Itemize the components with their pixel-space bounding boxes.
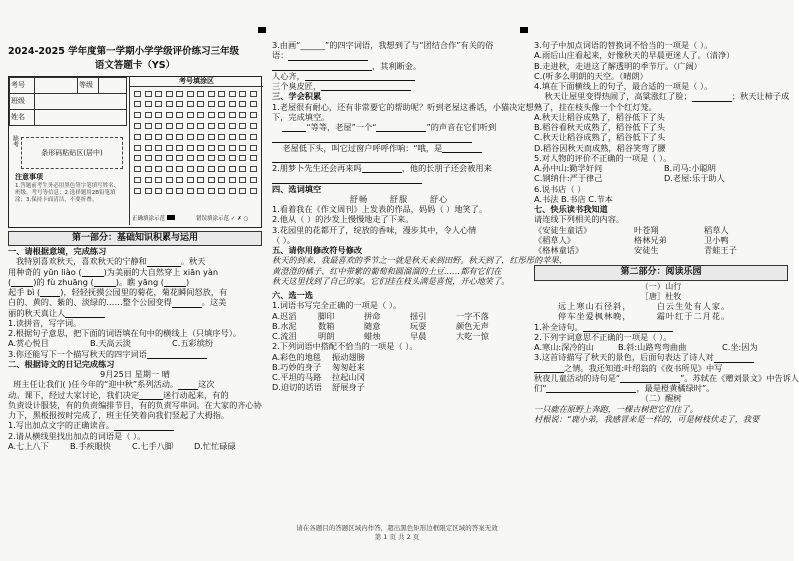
exam-id-bubble[interactable] (176, 188, 183, 194)
exam-id-bubble[interactable] (155, 145, 162, 151)
sheet-title-line1: 2024-2025 学年度第一学期小学学级评价练习三年级 (8, 46, 240, 57)
c3-line1: 3.句子中加点词语的替换词不恰当的一项是（ ）。 (534, 40, 713, 50)
c3-line8: 5.对人物的评价不正确的一项是（ ）。 (534, 152, 672, 163)
exam-id-bubble[interactable] (218, 112, 225, 118)
exam-id-bubble[interactable] (134, 177, 141, 183)
exam-id-bubble[interactable] (239, 155, 246, 161)
exam-id-bubble[interactable] (218, 91, 225, 97)
c2-line1: 3.由画“______”的四字词语，我想到了与“团结合作”有关的俗 (272, 40, 494, 50)
c3-line13: 请连线下列相关的内容。 (534, 214, 625, 225)
exam-id-bubble[interactable] (145, 145, 152, 151)
exam-id-bubble[interactable] (218, 134, 225, 140)
exam-id-bubble[interactable] (187, 188, 194, 194)
book-match-grid (534, 225, 788, 256)
c1-q5-options: A.七上八下 B.手疾眼快 C.七手八脚 D.忙忙碌碌 (8, 440, 236, 451)
exam-id-bubble[interactable] (250, 155, 257, 161)
poem-line2: 停车坐爱枫林晚， 霜叶红于二月花。 (558, 311, 731, 322)
exam-id-bubble[interactable] (134, 112, 141, 118)
exam-id-bubble[interactable] (145, 166, 152, 172)
exam-id-bubble[interactable] (176, 101, 183, 107)
c2-line2: 语： (272, 50, 526, 60)
section3-heading: 三、学会积累 (272, 91, 322, 102)
exam-id-bubble[interactable] (166, 123, 173, 129)
diary-line4: 力下，黑板报按时完成了，班主任笑着向我们竖起了大拇指。 (8, 410, 230, 420)
exam-id-bubble[interactable] (166, 155, 173, 161)
notice-title: 注意事项 (15, 172, 43, 181)
exam-id-bubble[interactable] (176, 155, 183, 161)
c2-line6: 1.老屋很有耐心，还有非常要它的帮助呢？听到老屋这番话，小猫决定想一 (272, 101, 542, 112)
exam-id-bubble[interactable] (155, 112, 162, 118)
exam-id-bubble[interactable] (208, 166, 215, 172)
exam-id-bubble[interactable] (218, 101, 225, 107)
exam-id-bubble[interactable] (239, 188, 246, 194)
exam-id-bubble[interactable] (145, 155, 152, 161)
exam-id-bubble[interactable] (229, 177, 236, 183)
exam-id-bubble[interactable] (218, 177, 225, 183)
exam-id-bubble[interactable] (208, 134, 215, 140)
exam-id-bubble[interactable] (250, 134, 257, 140)
c3-line2: A.雨后山庄看起来，好像秋天的早晨更迷人了。（清净） (534, 50, 735, 61)
diary-line2: 动。课下，经过大家讨论，我们决定 迷行动起来，有的 (8, 389, 229, 400)
c1-q2-options: A.赏心悦目 B.天高云淡 C.五彩缤纷 (8, 338, 214, 349)
exam-id-bubble[interactable] (176, 166, 183, 172)
student-info-box (8, 76, 262, 228)
c2-line8-blank (272, 132, 526, 142)
c2-line12: 2.他从（ ）的沙发上慢慢地走了下来。 (272, 214, 414, 225)
diary-line3: 负责设计服装，有的负责编排节目，有的负责写串词。在大家的齐心协 (8, 399, 262, 410)
exam-id-bubble[interactable] (134, 166, 141, 172)
exam-id-bubble[interactable] (145, 112, 152, 118)
c2-line3: ，其利断金。 (272, 61, 526, 71)
exam-id-bubble[interactable] (250, 177, 257, 183)
word-choices: 舒畅 舒服 舒心 (349, 193, 449, 204)
exam-id-bubble[interactable] (208, 188, 215, 194)
exam-id-bubble[interactable] (187, 145, 194, 151)
exam-id-bubble[interactable] (250, 101, 257, 107)
c1-passage-line1: 我特别喜欢秋天，喜欢秋天的宁静和 。秋天 (15, 256, 206, 267)
barcode-label: 条形码粘贴区(居中) (41, 148, 103, 157)
exam-id-bubble[interactable] (218, 123, 225, 129)
exam-id-bubble[interactable] (187, 112, 194, 118)
exam-id-bubble[interactable] (134, 123, 141, 129)
exam-id-bubble[interactable] (229, 112, 236, 118)
exam-id-bubble[interactable] (166, 101, 173, 107)
exam-id-bubble[interactable] (187, 166, 194, 172)
poem-line1: 远上寒山石径斜， 白云生处有人家。 (558, 301, 731, 311)
c3-line9: A.孙中山:勤学好问 B.司马:小聪明 (534, 163, 716, 173)
c2-line8: “等等，老屋”一个“ ”的声音在它们听到 (272, 122, 526, 132)
c2-line9: 老屋低下头，叫它过窗户呼呼作响：“哦，是 (272, 143, 526, 153)
c3-read-q3: 3.这首诗描写了秋天的景色，后面句表达了诗人对 (534, 352, 788, 362)
exam-id-bubble[interactable] (250, 123, 257, 129)
section7-heading: 七、快乐读书我知道 (534, 204, 608, 214)
barcode-area (21, 137, 123, 169)
reading2-title: （二）醒树 (640, 393, 682, 404)
book-row: 《稻草人》 格林兄弟 卫小鸭 (534, 234, 729, 245)
column-1 (8, 40, 262, 451)
exam-id-bubble[interactable] (134, 101, 141, 107)
c2-line4: 人心齐， (272, 71, 526, 81)
exam-id-bubble[interactable] (187, 91, 194, 97)
exam-id-bubble[interactable] (166, 188, 173, 194)
exam-id-bubble[interactable] (229, 188, 236, 194)
exam-id-bubble[interactable] (229, 134, 236, 140)
exam-id-bubble[interactable] (166, 91, 173, 97)
c1-passage-line2: 用种奇的 yǔn liào ( )为美丽的大自然穿上 xiān yàn (8, 266, 219, 277)
exam-id-bubble[interactable] (155, 101, 162, 107)
exam-id-bubble[interactable] (208, 145, 215, 151)
exam-id-bubble[interactable] (155, 134, 162, 140)
exam-id-bubble[interactable] (176, 112, 183, 118)
sheet-title-line2: 语文答题卡（YS） (94, 59, 176, 71)
exam-id-bubble[interactable] (155, 91, 162, 97)
notice-text: 1.答题前考生务必用黑色签字笔填写姓名、班级、考号等信息；2.选择题用2B铅笔填涂；3.保持卡面清洁，不要折叠。 (15, 182, 120, 204)
exam-id-bubble[interactable] (197, 101, 204, 107)
exam-id-bubble[interactable] (145, 188, 152, 194)
c2-line15: 秋天的到来，我最喜欢的季节之一就是秋天来到田野。秋天到了，红彤彤的苹果、 (272, 255, 567, 266)
c3-line7: 熟了，挂在枝头像一个个红灯笼。 (534, 101, 657, 112)
exam-id-bubble[interactable] (229, 101, 236, 107)
part2-heading: 第二部分：阅读乐园 (534, 265, 788, 280)
section5-heading: 五、请你用修改符号修改 (272, 245, 363, 255)
exam-id-bubble[interactable] (197, 145, 204, 151)
exam-id-bubble[interactable] (250, 188, 257, 194)
label-banji: 班级 (10, 93, 35, 109)
exam-id-bubble[interactable] (208, 177, 215, 183)
c1-passage-line4: 起手 bì ( )，轻轻抚摸公园里的菊花，菊花瞬间怒放，有 (8, 287, 228, 297)
exam-id-bubble[interactable] (176, 91, 183, 97)
exam-id-bubble[interactable] (197, 177, 204, 183)
exam-id-bubble[interactable] (250, 112, 257, 118)
word-grid-row: B.水泥 数箱 随意 玩耍 颜色无声 (272, 320, 489, 331)
exam-id-bubble[interactable] (197, 155, 204, 161)
exam-id-bubble[interactable] (239, 177, 246, 183)
c3-option: D.稻谷因秋天而成熟，稻谷笑弯了腰 (534, 142, 666, 153)
page-number: 第 1 页 共 2 页 (374, 533, 420, 541)
pair-grid (272, 352, 526, 393)
exam-id-bubble[interactable] (229, 166, 236, 172)
exam-id-bubble[interactable] (197, 123, 204, 129)
exam-id-bubble[interactable] (166, 134, 173, 140)
label-dengji: 等级 (78, 77, 99, 93)
exam-id-bubble[interactable] (239, 101, 246, 107)
c2-line17: 秋天这里找到了自己的家。它们挂在枝头满是喜悦，开心地笑了。 (272, 275, 510, 286)
c2-line13: 3.花园里的花都开了，绽放的香味，漫步其中，令人心情 (272, 224, 477, 235)
absent-label: 缺考 (11, 134, 19, 147)
exam-id-bubble[interactable] (176, 134, 183, 140)
c3-read-q2: 2.下列字词意思不正确的一项是（ ）。 (534, 331, 672, 342)
diary-line1: 班主任让我们( )任今年的“迎中秋”系列活动。 这次 (13, 379, 215, 390)
exam-id-bubble[interactable] (239, 134, 246, 140)
exam-id-bubble[interactable] (155, 177, 162, 183)
exam-id-bubble[interactable] (176, 145, 183, 151)
exam-id-bubble[interactable] (250, 91, 257, 97)
wrong-fill-legend: 错误填涂示范 ✓ ✗ ○ (196, 215, 249, 222)
exam-id-bubble[interactable] (218, 155, 225, 161)
exam-id-bubble[interactable] (250, 145, 257, 151)
diary-date: 9月25日 星期一 晴 (100, 369, 170, 379)
exam-id-bubble[interactable] (239, 112, 246, 118)
exam-id-bubble[interactable] (197, 188, 204, 194)
label-kaohao: 考号 (10, 77, 35, 93)
exam-id-bubble[interactable] (134, 155, 141, 161)
word-grid-row: A.迟滔 脚印 拼命 揺引 一字不落 (272, 310, 489, 321)
section4-heading: 四、选词填空 (272, 183, 322, 194)
c3-read-q5: 们“ ，最是橙黄橘绿时”。 (534, 383, 715, 393)
c2-line18: 1.词语书写完全正确的一项是（ ）。 (272, 300, 402, 311)
exam-id-bubble[interactable] (166, 177, 173, 183)
c1-q5: 2.请从横线里找出加点的词语是（ ）。 (8, 430, 146, 441)
section1-heading: 一、请根据意境，完成练习 (8, 246, 107, 256)
exam-id-bubble[interactable] (208, 123, 215, 129)
xingming-field[interactable] (35, 109, 127, 125)
exam-id-bubble[interactable] (187, 101, 194, 107)
exam-id-bubble[interactable] (218, 166, 225, 172)
column-3 (534, 40, 799, 424)
exam-id-bubble[interactable] (208, 112, 215, 118)
book-row: 《安徒生童话》 叶苍翔 稻草人 (534, 224, 729, 235)
exam-id-bubble[interactable] (155, 166, 162, 172)
c1-q2: 2.根据句子意思，把下面的词语填在句中的横线上（只填序号）。 (8, 328, 241, 338)
c2-line10-blank (272, 173, 526, 183)
exam-id-bubble[interactable] (229, 123, 236, 129)
poem-title: （一）山行 (640, 280, 682, 291)
c3-option: B.稻谷看秋天成熟了，稻谷低下了头 (534, 122, 666, 132)
c2-line7: 下，完成填空。 (272, 111, 330, 122)
c1-passage-line3: ( )的 fù zhuāng ( )。瞧 yāng ( ) (8, 276, 190, 287)
exam-id-bubble[interactable] (187, 177, 194, 183)
exam-id-bubble[interactable] (208, 101, 215, 107)
student-info-table (9, 77, 127, 126)
exam-id-bubble[interactable] (134, 91, 141, 97)
c2-line14: （ ）。 (272, 234, 296, 245)
c3-read-q2-options: A.寒山:深冷的山 B.斜:山路弯弯曲曲 C.坐:因为 (534, 342, 758, 352)
reading2-line2: 村根说：“鹿小弟，我感冒来是一样的，可是树枝伏走了，我要 (534, 413, 760, 424)
exam-id-bubble[interactable] (145, 101, 152, 107)
exam-id-bubble[interactable] (239, 123, 246, 129)
exam-id-bubble[interactable] (155, 188, 162, 194)
exam-id-bubble[interactable] (166, 145, 173, 151)
c2-line5: 三个臭皮匠， (272, 81, 526, 91)
c2-line10: 2.朋梦卜先生还会再来吗 ，他的长朋子还会被用来 (272, 163, 492, 173)
c3-option: A.秋天让稻谷成熟了，稻谷低下了头 (534, 111, 665, 122)
poem-author: ［唐］杜牧 (640, 290, 682, 301)
exam-id-bubble[interactable] (145, 123, 152, 129)
exam-id-bubble[interactable] (187, 155, 194, 161)
exam-id-bubble[interactable] (197, 134, 204, 140)
reading2-line1: 一只鹿在原野上奔跑，一棵古树把它们住了。 (534, 403, 698, 414)
exam-id-bubble-grid[interactable] (130, 87, 263, 202)
section6-heading: 六、选一选 (272, 290, 313, 300)
c2-line16: 黄澄澄的橘子、红中带紫的葡萄和圆溜溜的土豆……都有它们在 (272, 265, 502, 276)
part1-heading: 第一部分：基础知识积累与运用 (8, 231, 262, 246)
pair-row: A.彩色的地毯 振动翅膀 (272, 351, 365, 362)
c3-option: C.秋天让稻谷成熟了，稻谷低下了头 (534, 132, 666, 143)
pair-row: C.平坦的马路 拉起山冈 (272, 372, 365, 382)
exam-id-bubble[interactable] (145, 177, 152, 183)
exam-id-bubble[interactable] (166, 166, 173, 172)
c2-line11: 1.看着我在《作文周刊》上发表的作品，妈妈（ ）地笑了。 (272, 204, 488, 214)
book-row: 《格林童话》 安徒生 青蛙王子 (534, 245, 737, 255)
exam-id-bubble[interactable] (197, 166, 204, 172)
banji-field[interactable] (35, 93, 127, 109)
pair-row: D.迫切的话语 舒展身子 (272, 382, 365, 393)
c2-line19: 2.下列词语中搭配不恰当的一项是（ ）。 (272, 341, 418, 352)
exam-id-bubble[interactable] (208, 91, 215, 97)
exam-id-bubble[interactable] (218, 145, 225, 151)
c2-line9-blank (272, 153, 526, 163)
c3-line3: B.走进秋，走进这了解透明的季节厅。（广阔） (534, 60, 702, 71)
exam-id-bubble[interactable] (229, 91, 236, 97)
section2-heading: 二、根据诗文的日记完成练习 (8, 358, 115, 369)
exam-id-bubble[interactable] (155, 123, 162, 129)
c3-read-q4: 秋夜儿童活动的诗句是“ ”。苏轼在《赠刘景文》中告诉人 (534, 372, 799, 383)
c1-q3: 3.你还能写下一个描写秋天的四字词语 (8, 349, 262, 359)
c1-q4: 1.写出加点文字的正确读音。 (8, 420, 262, 430)
exam-id-bubble[interactable] (239, 145, 246, 151)
exam-id-bubble[interactable] (176, 177, 183, 183)
exam-id-bubble[interactable] (134, 134, 141, 140)
c3-line12: A.书法 B.书店 C.节本 (534, 193, 613, 204)
correct-fill-legend: 正确填涂示范 (132, 215, 175, 223)
exam-id-zone-title: 考号填涂区 (130, 77, 263, 87)
c1-passage-line5: 白的、黄的、紫的、淡绿的……整个公园变得 。这美 (8, 297, 227, 308)
exam-id-bubble[interactable] (239, 91, 246, 97)
c3-line6: 秋天让屋里变得热闹了，高粱涨红了脸； ；秋天让柿子成 (544, 91, 790, 102)
exam-id-bubble[interactable] (134, 188, 141, 194)
exam-id-bubble[interactable] (145, 134, 152, 140)
exam-id-bubble[interactable] (166, 112, 173, 118)
c3-line4: C.(听多么明朗的天空。（晴朗） (534, 70, 648, 81)
c1-q1: 1.读拼音，写字词。 (8, 317, 82, 328)
alignment-mark-top-right (520, 27, 528, 33)
pair-row: B.巧妙的身子 匆匆赶来 (272, 361, 365, 372)
exam-id-bubble[interactable] (197, 91, 204, 97)
word-grid-row: C.流泪 明朗 蜡烛 早晨 大吃一惊 (272, 331, 489, 341)
exam-id-bubble[interactable] (134, 145, 141, 151)
exam-id-bubble[interactable] (187, 123, 194, 129)
footer-notice: 请在各题目的答题区域内作答，超出黑色矩形边框限定区域的答案无效 (296, 524, 498, 532)
exam-id-bubble[interactable] (239, 166, 246, 172)
dengji-field[interactable] (99, 77, 127, 93)
word-grid (272, 311, 526, 342)
exam-id-bubble[interactable] (218, 188, 225, 194)
c3-line10: C.钢纳什:严于律己 D.老屋:乐于助人 (534, 173, 725, 184)
exam-id-bubble[interactable] (229, 155, 236, 161)
alignment-mark-top-left (258, 27, 266, 33)
exam-id-bubble[interactable] (187, 134, 194, 140)
exam-id-bubble[interactable] (176, 123, 183, 129)
c3-read-q3b: 之情。我还知道:叶绍翁的《夜书所见》中写 (534, 363, 788, 373)
exam-id-bubble[interactable] (229, 145, 236, 151)
label-xingming: 姓名 (10, 109, 35, 125)
exam-id-zone (129, 77, 263, 225)
exam-id-bubble[interactable] (145, 91, 152, 97)
c3-line5: 4.填在下面横线上的句子，最合适的一项是（ ）。 (534, 81, 713, 91)
c3-read-q1: 1.补全诗句。 (534, 322, 788, 332)
exam-id-bubble[interactable] (155, 155, 162, 161)
c3-line11: 6.说书店（ ） (534, 183, 586, 194)
exam-id-bubble[interactable] (197, 112, 204, 118)
c1-passage-line6: 丽的秋天真让人 (8, 308, 262, 318)
exam-id-bubble[interactable] (208, 155, 215, 161)
kaohao-field[interactable] (35, 77, 78, 93)
exam-id-bubble[interactable] (250, 166, 257, 172)
